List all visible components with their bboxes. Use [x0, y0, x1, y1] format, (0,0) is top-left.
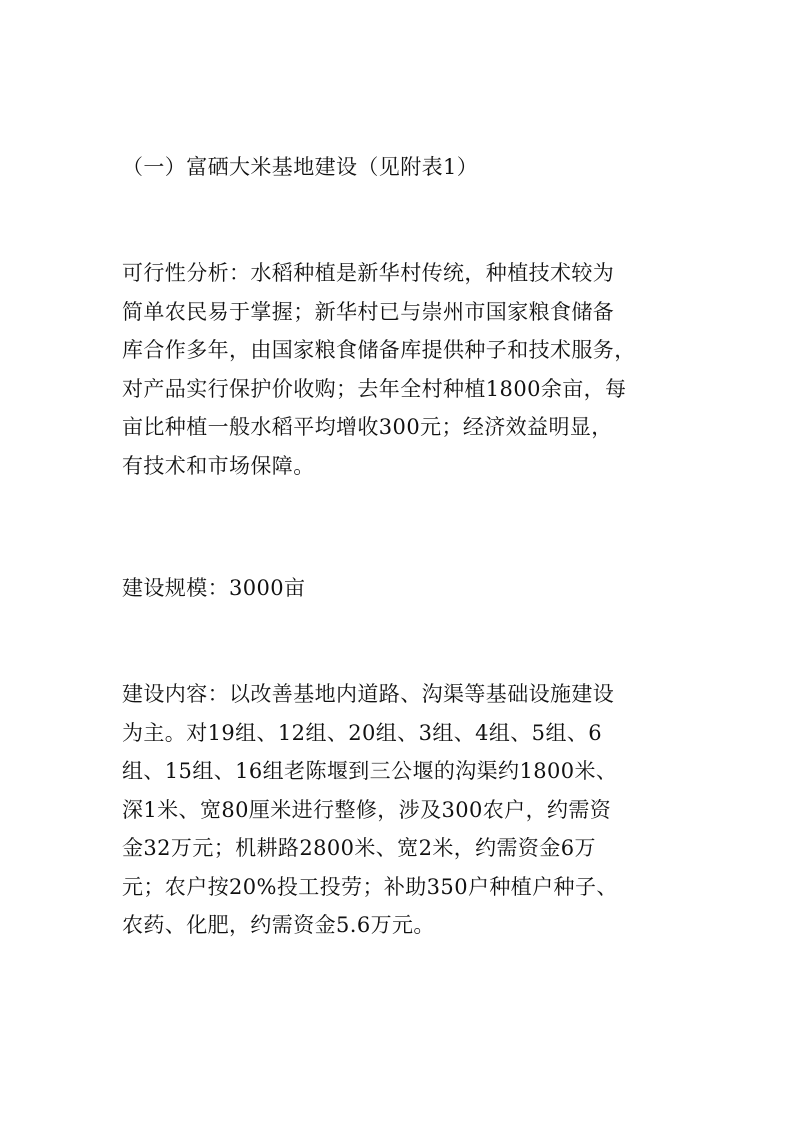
feasibility-line: 库合作多年，由国家粮食储备库提供种子和技术服务，: [122, 338, 636, 362]
content-line: 建设内容：以改善基地内道路、沟渠等基础设施建设: [122, 682, 615, 706]
feasibility-line: 可行性分析：水稻种植是新华村传统，种植技术较为: [122, 261, 615, 285]
content-paragraph: [122, 675, 682, 945]
content-line: 为主。对19组、12组、20组、3组、4组、5组、6: [122, 720, 603, 745]
feasibility-paragraph: [122, 254, 682, 485]
feasibility-line: 亩比种植一般水稻平均增收300元；经济效益明显，: [122, 415, 613, 439]
section-heading: [122, 148, 682, 187]
heading-text: （一）富硒大米基地建设（见附表1）: [122, 155, 479, 179]
content-line: 深1米、宽80厘米进行整修，涉及300农户，约需资: [122, 797, 612, 822]
content-line: 元；农户按20%投工投劳；补助350户种植户种子、: [122, 874, 618, 899]
content-line: 组、15组、16组老陈堰到三公堰的沟渠约1800米、: [122, 759, 618, 783]
feasibility-line: 有技术和市场保障。: [122, 453, 315, 478]
scale-text: 建设规模：3000亩: [122, 576, 306, 600]
scale-paragraph: [122, 569, 682, 608]
feasibility-line: 对产品实行保护价收购；去年全村种植1800余亩，每: [122, 376, 627, 401]
feasibility-line: 简单农民易于掌握；新华村已与崇州市国家粮食储备: [122, 299, 615, 324]
content-line: 金32万元；机耕路2800米、宽2米，约需资金6万: [122, 836, 596, 860]
content-line: 农药、化肥，约需资金5.6万元。: [122, 913, 435, 937]
